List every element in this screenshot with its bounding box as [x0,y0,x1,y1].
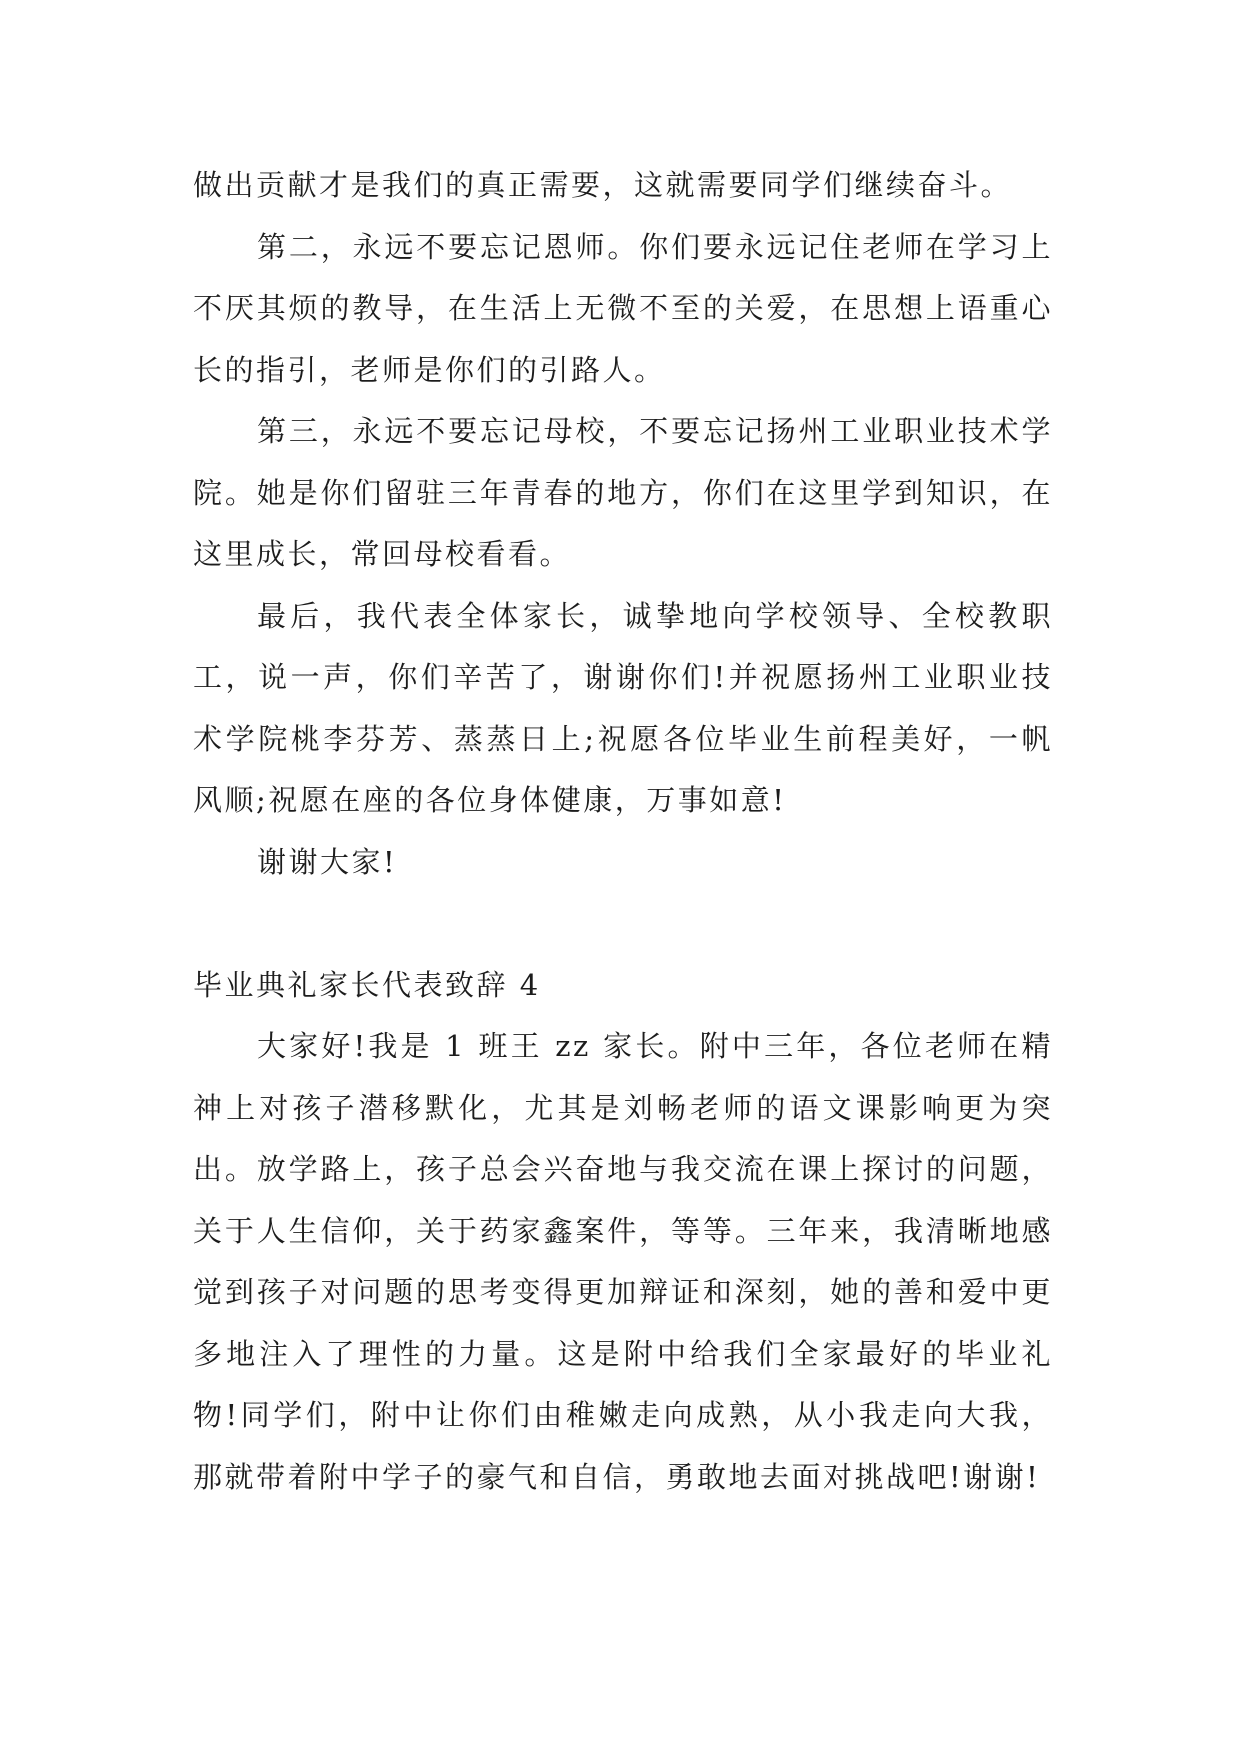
paragraph-teachers: 第二，永远不要忘记恩师。你们要永远记住老师在学习上不厌其烦的教导，在生活上无微不至的关爱，在思想上语重心长的指引，老师是你们的引路人。 [193,229,1053,387]
paragraph-thanks: 谢谢大家! [257,844,398,879]
document-body [193,155,1053,1508]
paragraph-closing: 最后，我代表全体家长，诚挚地向学校领导、全校教职工，说一声，你们辛苦了，谢谢你们!并祝愿扬州工业职业技术学院桃李芬芳、蒸蒸日上;祝愿各位毕业生前程美好，一帆风顺;祝愿在座的各位身体健康，万事如意! [193,598,1053,817]
section-title: 毕业典礼家长代表致辞 4 [193,967,541,1002]
paragraph-school: 第三，永远不要忘记母校，不要忘记扬州工业职业技术学院。她是你们留驻三年青春的地方，你们在这里学到知识，在这里成长，常回母校看看。 [193,414,1053,571]
section-spacer [193,893,1053,955]
paragraph-speech-4: 大家好!我是 1 班王 zz 家长。附中三年，各位老师在精神上对孩子潜移默化，尤其是刘畅老师的语文课影响更为突出。放学路上，孩子总会兴奋地与我交流在课上探讨的问题，关于人生信仰，关于药家鑫案件，等等。三年来，我清晰地感觉到孩子对问题的思考变得更加辩证和深刻，她的善和爱中更多地注入了理性的力量。这是附中给我们全家最好的毕业礼物!同学们，附中让你们由稚嫩走向成熟，从小我走向大我，那就带着附中学子的豪气和自信，勇敢地去面对挑战吧!谢谢! [193,1029,1053,1494]
intro-line: 做出贡献才是我们的真正需要，这就需要同学们继续奋斗。 [193,168,1013,202]
